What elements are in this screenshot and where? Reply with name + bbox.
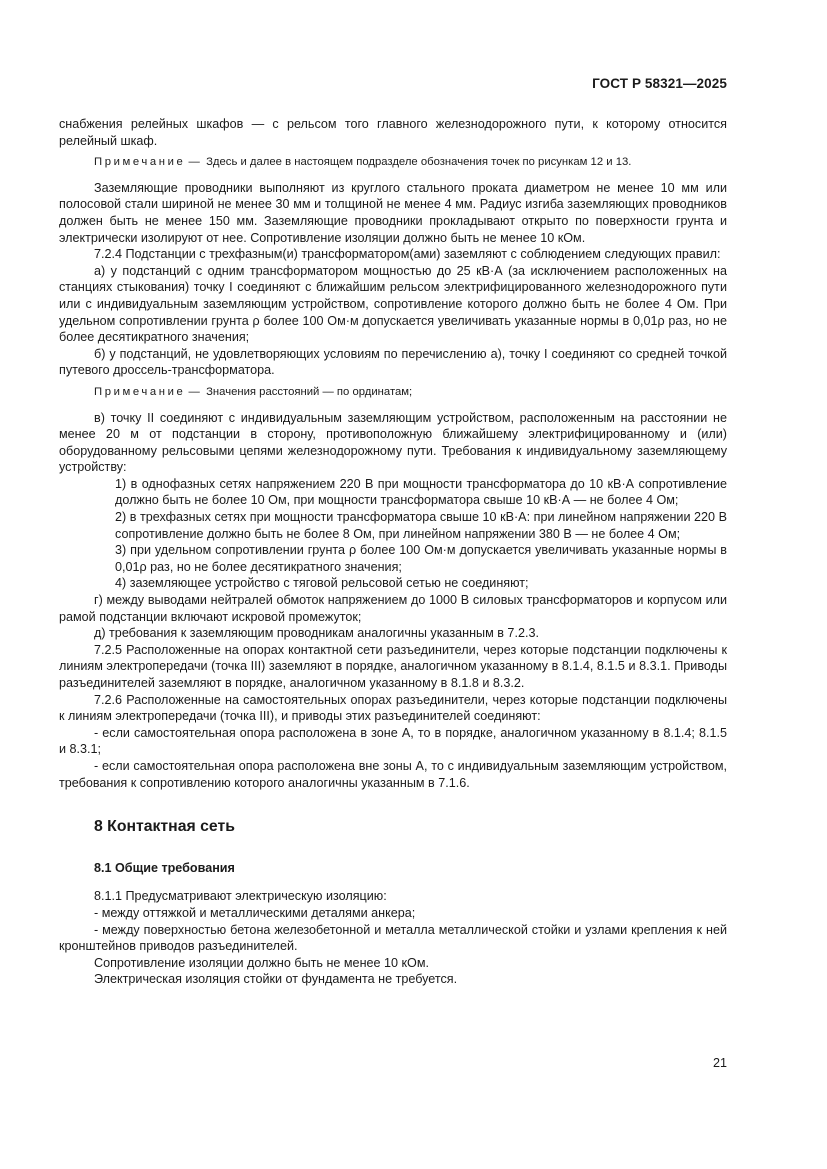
section-heading: 8 Контактная сеть: [94, 818, 235, 836]
subsection-heading: 8.1 Общие требования: [94, 860, 235, 875]
dash-item: - между оттяжкой и металлическими деталями анкера;: [94, 905, 416, 920]
clause-8-1-1: 8.1.1 Предусматривают электрическую изоляцию:: [94, 889, 387, 904]
document-body: [59, 116, 727, 988]
dash-item: - если самостоятельная опора расположена вне зоны А, то с индивидуальным заземляющим устройством, требования к сопротивлению которого аналогичны указанным в 7.1.6.: [59, 758, 727, 790]
clause-7-2-4: 7.2.4 Подстанции с трехфазным(и) трансформатором(ами) заземляют с соблюдением следующих правил:: [94, 247, 721, 262]
sub-item-4: 4) заземляющее устройство с тяговой рельсовой сетью не соединяют;: [115, 576, 529, 591]
sub-item-2: 2) в трехфазных сетях при мощности трансформатора свыше 10 кВ·А: при линейном напряжении 220 В сопротивление должно быть не более 8 Ом, при линейном напряжении 380 В — не более 4 Ом;: [115, 510, 727, 541]
list-item-v: в) точку II соединяют с индивидуальным заземляющим устройством, расположенным на расстоянии не менее 20 м от подстанции в сторону, противоположную ближайшему электрифицированному и (или) оборудованному рельсовыми цепями железнодорожному пути. Требования к индивидуальному заземляющему устройству:: [59, 410, 727, 475]
document-code-header: ГОСТ Р 58321—2025: [592, 76, 727, 91]
sub-item-1: 1) в однофазных сетях напряжением 220 В при мощности трансформатора до 10 кВ·А сопротивление должно быть не более 10 Ом, при мощности трансформатора свыше 10 кВ·А — не более 4 Ом;: [115, 476, 727, 508]
note-label: Примечание: [94, 385, 186, 398]
dash-item: - между поверхностью бетона железобетонной и металла металлической стойки и узлами крепления к ней кронштейнов приводов разъединителей.: [59, 922, 727, 954]
paragraph: снабжения релейных шкафов — с рельсом того главного железнодорожного пути, к которому относится релейный шкаф.: [59, 117, 727, 148]
sub-item-3: 3) при удельном сопротивлении грунта ρ более 100 Ом·м допускается увеличивать указанные нормы в 0,01ρ раз, но не более десятикратного значения;: [115, 543, 727, 574]
note-text: Здесь и далее в настоящем подразделе обозначения точек по рисункам 12 и 13.: [206, 156, 632, 169]
note-label: Примечание: [94, 156, 186, 169]
paragraph: Электрическая изоляция стойки от фундамента не требуется.: [94, 972, 458, 987]
list-item-d: д) требования к заземляющим проводникам аналогичны указанным в 7.2.3.: [94, 626, 539, 641]
list-item-g: г) между выводами нейтралей обмоток напряжением до 1000 В силовых трансформаторов и корпусом или рамой подстанции включают искровой промежуток;: [59, 593, 727, 624]
paragraph: Сопротивление изоляции должно быть не менее 10 кОм.: [94, 955, 429, 970]
note-paragraph: [59, 154, 727, 171]
list-item-a: а) у подстанций с одним трансформатором мощностью до 25 кВ·А (за исключением расположенных на станциях стыкования) точку I соединяют с ближайшим рельсом электрифицированного железнодорожного пути или с индивидуальным заземляющим устройством, сопротивление которого должно быть не более 4 Ом. При удельном сопротивлении грунта ρ более 100 Ом·м допускается увеличивать указанные нормы в 0,01ρ раз, но не более десятикратного значения;: [59, 263, 727, 345]
note-paragraph: [59, 384, 727, 401]
note-dash: —: [188, 156, 200, 169]
paragraph: Заземляющие проводники выполняют из круглого стального проката диаметром не менее 10 мм или полосовой стали шириной не менее 30 мм и толщиной не менее 4 мм. Радиус изгиба заземляющих проводников должен быть не менее 150 мм. Заземляющие проводники прокладывают открыто по поверхности грунта и электрически изолируют от нее. Сопротивление изоляции должно быть не менее 10 кОм.: [59, 180, 727, 245]
clause-7-2-5: 7.2.5 Расположенные на опорах контактной сети разъединители, через которые подстанции подключены к линиям электропередачи (точка III) заземляют в порядке, аналогичном указанному в 8.1.4, 8.1.5 и 8.3.1. Приводы разъединителей заземляют в порядке, аналогичном указанному в 8.1.8 и 8.3.2.: [59, 642, 727, 690]
dash-item: - если самостоятельная опора расположена в зоне А, то в порядке, аналогичном указанному в 8.1.4; 8.1.5 и 8.3.1;: [59, 725, 727, 757]
clause-7-2-6: 7.2.6 Расположенные на самостоятельных опорах разъединители, через которые подстанции подключены к линиям электропередачи (точка III), и приводы этих разъединителей соединяют:: [59, 692, 727, 724]
note-text: Значения расстояний — по ординатам;: [206, 385, 413, 398]
note-dash: —: [188, 385, 200, 398]
list-item-b: б) у подстанций, не удовлетворяющих условиям по перечислению а), точку I соединяют со средней точкой путевого дроссель-трансформатора.: [59, 346, 727, 378]
page-number: 21: [712, 1056, 727, 1070]
